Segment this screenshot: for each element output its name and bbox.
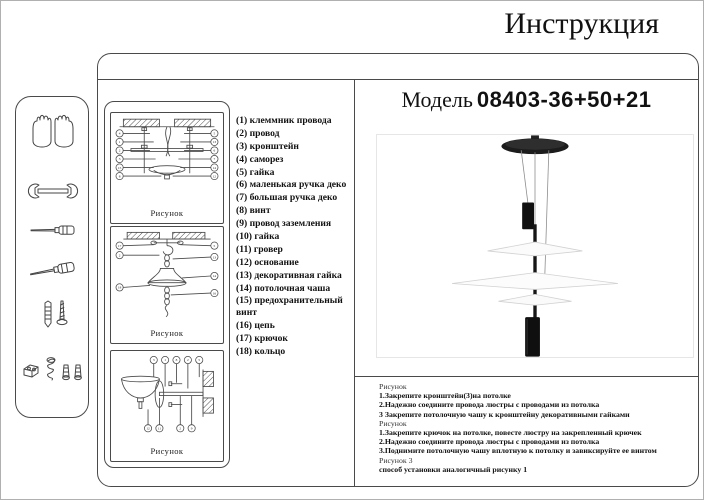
instruction-line: способ установки аналогичный рисунку 1 <box>379 464 528 474</box>
tools-sidebar <box>15 96 89 418</box>
svg-text:3: 3 <box>152 358 155 363</box>
page-title: Инструкция <box>504 7 659 40</box>
figure-1-ceiling-bracket <box>110 112 224 224</box>
parts-list-item: (8) винт <box>236 205 271 217</box>
figure-2-callouts <box>116 242 218 297</box>
model-number: 08403-36+50+21 <box>476 87 652 112</box>
svg-text:14: 14 <box>212 165 217 170</box>
svg-text:13: 13 <box>212 255 217 260</box>
svg-text:4: 4 <box>118 131 121 136</box>
parts-list-item: (7) большая ручка деко <box>236 192 338 204</box>
parts-list-item: (9) провод заземления <box>236 218 332 230</box>
svg-text:14: 14 <box>212 274 217 279</box>
parts-list <box>236 115 354 359</box>
header-divider-line <box>97 79 699 80</box>
svg-text:13: 13 <box>212 140 217 145</box>
svg-text:5: 5 <box>198 358 201 363</box>
parts-list-item: (15) предохранительный винт <box>236 295 343 318</box>
parts-list-item: (16) цепь <box>236 319 275 331</box>
parts-list-item: (10) гайка <box>236 231 280 243</box>
parts-list-item: (12) основание <box>236 256 299 268</box>
instruction-line: Рисунок <box>379 382 407 391</box>
parts-list-item: (18) кольцо <box>236 345 286 357</box>
instruction-line: 2.Надежно соедините провода люстры с проводами из потолка <box>379 400 600 410</box>
svg-text:8: 8 <box>175 358 178 363</box>
parts-list-item: (13) декоративная гайка <box>236 269 342 281</box>
figure-2-hook-chain <box>110 226 224 344</box>
parts-list-item: (2) провод <box>236 127 280 139</box>
svg-text:5: 5 <box>213 243 216 248</box>
svg-text:12: 12 <box>146 426 150 431</box>
figure-3-caption: Рисунок <box>150 446 184 456</box>
figure-1-caption: Рисунок <box>150 208 184 218</box>
figure-2-caption: Рисунок <box>150 328 184 338</box>
mounting-hardware-icon <box>16 355 90 387</box>
svg-text:8: 8 <box>118 174 121 179</box>
assembly-instructions <box>379 382 695 474</box>
svg-text:9: 9 <box>190 426 193 431</box>
parts-list-item: (6) маленькая ручка деко <box>236 179 347 191</box>
parts-list-item: (4) саморез <box>236 153 284 165</box>
figure-3-wall-sconce <box>110 350 224 462</box>
screwdriver-angled-icon <box>16 255 90 283</box>
vertical-divider-line <box>354 79 355 487</box>
svg-text:6: 6 <box>213 148 216 153</box>
figure-3-callouts <box>144 356 202 431</box>
svg-text:3: 3 <box>118 157 121 162</box>
model-label: Модель <box>401 87 473 112</box>
parts-list-item: (3) кронштейн <box>236 140 299 152</box>
parts-list-item: (17) крючок <box>236 332 288 344</box>
svg-text:2: 2 <box>179 426 182 431</box>
svg-text:2: 2 <box>118 253 121 258</box>
svg-text:17: 17 <box>117 243 122 248</box>
figures-column <box>104 101 230 468</box>
screwdriver-flat-icon <box>16 223 90 237</box>
svg-text:11: 11 <box>157 426 162 431</box>
instruction-line: 3 Закрепите потолочную чашу к кронштейну декоративными гайками <box>379 409 630 419</box>
svg-text:2: 2 <box>187 358 189 363</box>
model-header <box>354 87 699 113</box>
pendant-lamp-illustration <box>377 135 693 357</box>
instruction-line: 2.Надежно соедините провода люстры с проводами из потолка <box>379 437 600 447</box>
svg-text:1: 1 <box>164 358 166 363</box>
svg-text:16: 16 <box>212 291 217 296</box>
instruction-line: 1.Закрепите кронштейн(3)на потолке <box>379 391 511 401</box>
parts-list-item: (1) клеммник провода <box>236 115 332 126</box>
instructions-divider-line <box>355 376 699 377</box>
svg-text:2: 2 <box>118 148 121 153</box>
lamp-product-photo <box>376 134 694 358</box>
instruction-line: Рисунок 3 <box>379 455 413 465</box>
instruction-line: Рисунок <box>379 418 407 428</box>
parts-list-item: (14) потолочная чаша <box>236 282 331 294</box>
svg-text:1: 1 <box>118 140 121 145</box>
svg-text:5: 5 <box>213 131 216 136</box>
anchor-and-screw-icon <box>16 299 90 335</box>
svg-text:7: 7 <box>213 157 216 162</box>
svg-text:15: 15 <box>117 165 122 170</box>
gloves-icon <box>16 111 90 151</box>
instruction-line: 3.Поднимите потолочную чашу вплотную к потолку и завиксируйте ее винтом <box>379 446 657 456</box>
parts-list-item: (5) гайка <box>236 166 275 178</box>
svg-text:12: 12 <box>212 174 217 179</box>
svg-text:18: 18 <box>117 285 122 290</box>
parts-list-item: (11) гровер <box>236 243 283 255</box>
wrench-icon <box>16 181 90 201</box>
instruction-line: 1.Закрепите крючок на потолке, повесте люстру на закрепленный крючек <box>379 428 642 438</box>
